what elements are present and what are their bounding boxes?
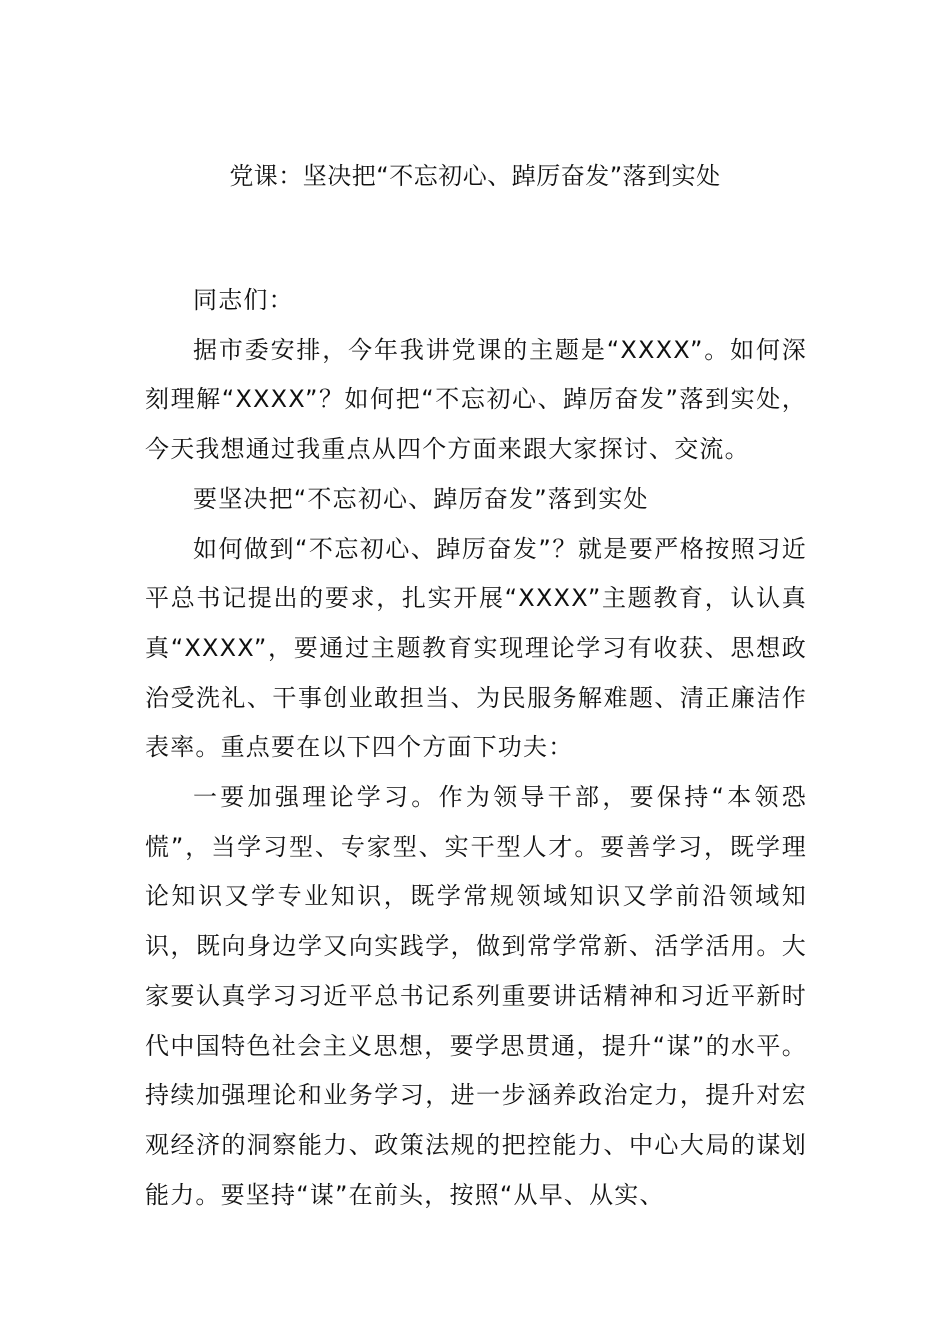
intro-paragraph: 据市委安排，今年我讲党课的主题是“XXXX”。如何深刻理解“XXXX”？如何把“不忘初心、踔厉奋发”落到实处，今天我想通过我重点从四个方面来跟大家探讨、交流。	[145, 335, 807, 464]
section-heading: 要坚决把“不忘初心、踔厉奋发”落到实处	[193, 484, 649, 513]
document-body	[145, 276, 807, 1220]
body-paragraph: 一要加强理论学习。作为领导干部，要保持“本领恐慌”，当学习型、专家型、实干型人才。要善学习，既学理论知识又学专业知识，既学常规领域知识又学前沿领域知识，既向身边学又向实践学，做到常学常新、活学活用。大家要认真学习习近平总书记系列重要讲话精神和习近平新时代中国特色社会主义思想，要学思贯通，提升“谋”的水平。持续加强理论和业务学习，进一步涵养政治定力，提升对宏观经济的洞察能力、政策法规的把控能力、中心大局的谋划能力。要坚持“谋”在前头，按照“从早、从实、	[145, 783, 807, 1209]
greeting-paragraph: 同志们：	[193, 286, 294, 314]
body-paragraph: 如何做到“不忘初心、踔厉奋发”？就是要严格按照习近平总书记提出的要求，扎实开展“XXXX”主题教育，认认真真“XXXX”，要通过主题教育实现理论学习有收获、思想政治受洗礼、干事创业敢担当、为民服务解难题、清正廉洁作表率。重点要在以下四个方面下功夫：	[145, 534, 807, 762]
document-title: 党课：坚决把“不忘初心、踔厉奋发”落到实处	[229, 162, 721, 190]
